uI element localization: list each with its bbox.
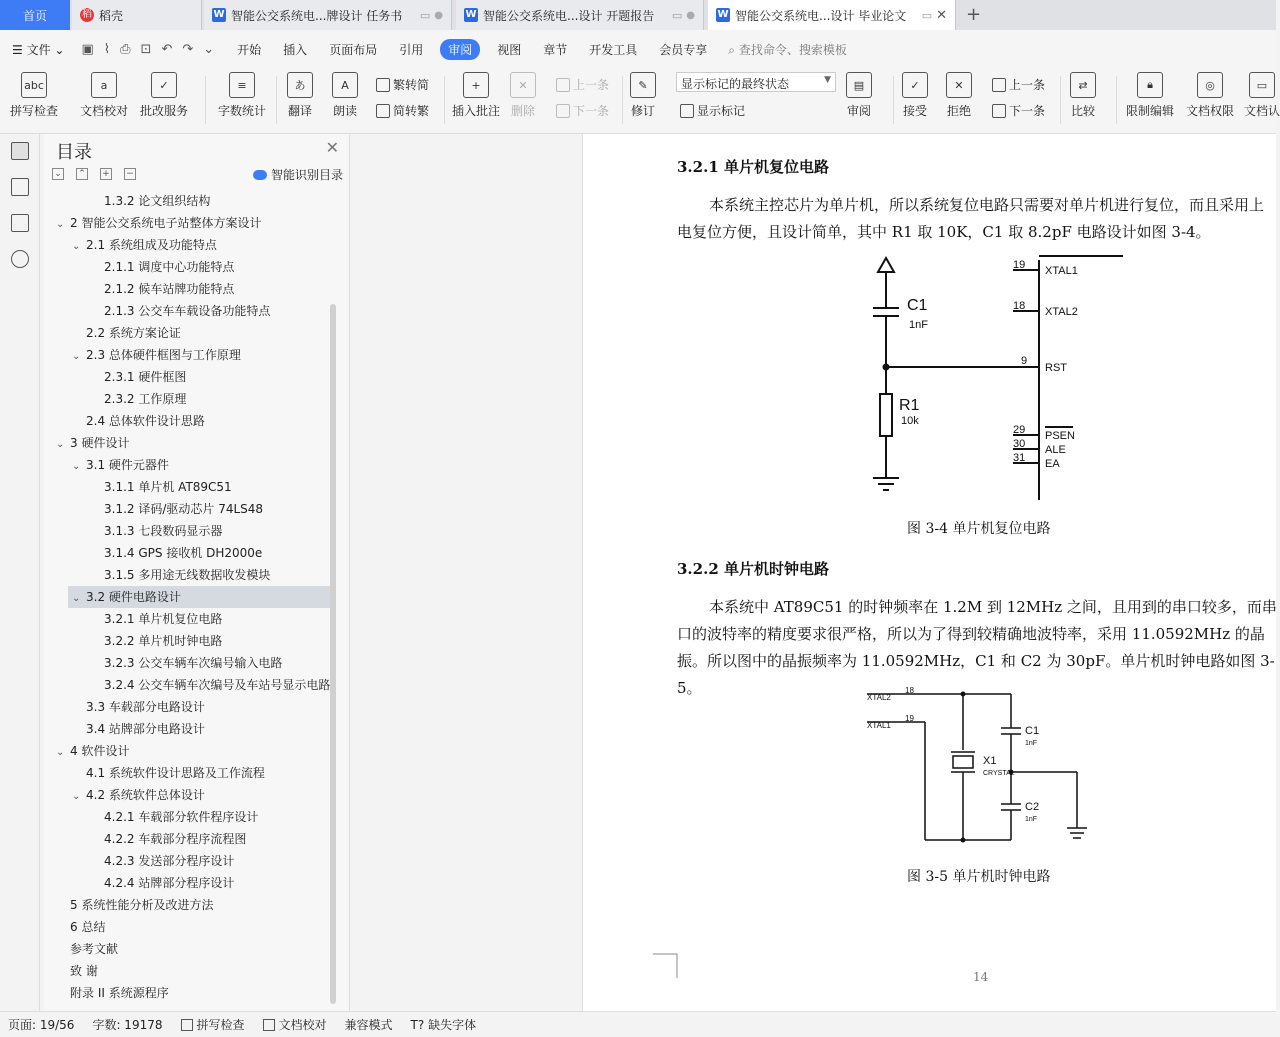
toc-item[interactable] [44,872,334,894]
status-proofread[interactable] [263,1016,327,1033]
tab-dot-icon: ● [434,9,443,21]
markup-state-select[interactable] [676,72,836,92]
menu-layout[interactable]: 页面布局 [329,42,378,57]
toc-item-label: 附录 II 系统源程序 [70,986,169,1000]
word-doc-icon: W [465,9,477,20]
chevron-down-icon[interactable]: ⌄ [72,461,81,472]
toc-controls [52,168,136,180]
toc-item[interactable] [44,696,334,718]
menu-devtools[interactable]: 开发工具 [589,42,638,57]
review-pane-icon: ▤ [846,72,872,98]
toc-item-label: 1.3.2 论文组织结构 [104,194,211,208]
status-spell-label: 拼写检查 [196,1018,245,1032]
toc-item[interactable] [44,960,334,982]
reject-icon: ✕ [946,72,972,98]
daoke-icon: 稻 [82,9,92,20]
tab-home[interactable] [0,0,70,30]
spell-check-button[interactable] [10,72,58,119]
toc-item[interactable] [68,586,334,608]
pin18-label: 18 [1013,300,1026,312]
toc-item[interactable] [44,564,334,586]
toc-item[interactable] [44,498,334,520]
delete-comment-label: 删除 [510,104,535,118]
toc-item-label: 3.1.2 译码/驱动芯片 74LS48 [104,502,264,516]
toc-item-label: 4.2.3 发送部分程序设计 [104,854,235,868]
permission-icon: ◎ [1197,72,1223,98]
tab-home-label: 首页 [22,8,47,23]
toc-item[interactable] [44,542,334,564]
pin29-label: 29 [1013,424,1026,436]
compare-label: 比较 [1070,104,1095,118]
tab-proposal-doc[interactable] [456,0,704,30]
chevron-down-icon[interactable]: ⌄ [56,747,65,758]
next-comment-button[interactable] [556,102,609,119]
question-icon: T? [410,1017,425,1032]
next-comment-label: 下一条 [573,104,610,118]
delete-comment-icon: ✕ [510,72,536,98]
c2-label: C2 [1025,801,1040,813]
toc-item[interactable] [44,300,334,322]
psen-label: PSEN [1045,430,1075,442]
toc-item-label: 致 谢 [70,964,98,978]
next-change-label: 下一条 [1009,104,1046,118]
toc-item[interactable] [44,982,334,1004]
prev-change-button[interactable] [992,76,1045,93]
status-bar [0,1011,1276,1037]
xtal2-label: XTAL2 [867,693,891,702]
doc-auth-button[interactable] [1244,72,1280,119]
divider [276,76,277,124]
tab-screen-icon[interactable]: ▭ [921,8,933,22]
delete-comment-button[interactable] [510,72,536,119]
toc-item-label: 3.2.2 单片机时钟电路 [104,634,223,648]
toc-item[interactable] [44,322,334,344]
simp-to-trad-icon [376,104,390,118]
toc-item[interactable] [44,762,334,784]
toc-item[interactable] [44,410,334,432]
batch-service-label: 批改服务 [140,104,189,118]
tab-screen-icon[interactable]: ▭ [671,8,683,22]
toc-item[interactable] [44,388,334,410]
translate-label: 翻译 [287,104,312,118]
heading-reset-circuit: 3.2.1 单片机复位电路 [677,158,829,176]
review-pane-button[interactable] [846,72,872,119]
prev-change-label: 上一条 [1009,78,1046,92]
undo-icon[interactable]: ↶ [161,41,173,57]
toc-item-label: 3.3 车载部分电路设计 [86,700,205,714]
chevron-down-icon[interactable]: ⌄ [72,351,81,362]
prev-change-icon [992,78,1006,92]
paragraph-clock: 本系统中 AT89C51 的时钟频率在 1.2M 到 12MHz 之间，且用到的串口较多，而串口的波特率的精度要求很严格，所以为了得到较精确地波特率，采用 11.0592MHz 的晶振。所以图中的晶振频率为 11.0592MHz，C1 和 C2 为 30pF。单片机时钟电路如图 3-5。 [677,598,1277,697]
redo-icon[interactable]: ↷ [182,41,194,57]
toc-item[interactable] [44,916,334,938]
menu-start[interactable]: 开始 [237,42,262,57]
toc-item[interactable] [44,278,334,300]
toc-item-label: 3 硬件设计 [70,436,130,450]
show-marks-label: 显示标记 [697,104,746,118]
xtal2-label: XTAL2 [1045,306,1078,318]
pin9-label: 9 [1021,355,1028,367]
menu-view[interactable]: 视图 [497,42,522,57]
r1-label: R1 [899,397,920,414]
toc-item-label: 2.1.1 调度中心功能特点 [104,260,235,274]
chevron-down-icon[interactable]: ⌄ [72,791,81,802]
toc-item[interactable] [44,806,334,828]
smart-toc-icon [253,170,267,180]
pin18-label: 18 [905,686,914,695]
tab-dot-icon: ● [686,9,695,21]
proofread-button[interactable] [80,72,128,119]
file-menu-label: 文件 [26,42,51,57]
doc-permission-label: 文档权限 [1186,104,1235,118]
pin31-label: 31 [1013,452,1026,464]
reject-button[interactable] [946,72,972,119]
divider [622,76,623,124]
divider [205,76,206,124]
tab-proposal-label: 智能公交系统电...设计 开题报告 [483,8,655,23]
status-proof-label: 文档校对 [278,1018,327,1032]
next-change-button[interactable] [992,102,1045,119]
doc-auth-label: 文档认 [1244,104,1280,118]
toc-item[interactable] [44,652,334,674]
c1-value: 1nF [1025,740,1038,747]
x1-label: X1 [983,755,997,767]
show-marks-icon [680,104,694,118]
toc-item-label: 4.1 系统软件设计思路及工作流程 [86,766,265,780]
prev-comment-button[interactable] [556,76,609,93]
batch-service-button[interactable] [140,72,188,119]
add-level-icon[interactable]: + [100,168,112,180]
clock-circuit-figure [863,682,1093,852]
insert-comment-icon: + [463,72,489,98]
tab-screen-icon[interactable]: ▭ [419,8,431,22]
toc-item-label: 参考文献 [70,942,119,956]
menu-reference[interactable]: 引用 [399,42,424,57]
missing-fonts-label: 缺失字体 [428,1018,477,1032]
read-aloud-icon: A [332,72,358,98]
smart-toc-label: 智能识别目录 [270,168,343,182]
figure-caption-3-4: 图 3-4 单片机复位电路 [907,521,1051,537]
toc-item[interactable] [44,432,334,454]
toc-item[interactable] [44,520,334,542]
toc-item[interactable] [44,894,334,916]
print-preview-icon[interactable]: ⊡ [140,41,152,57]
toc-item-label: 3.1.5 多用途无线数据收发模块 [104,568,271,582]
toc-item[interactable] [44,608,334,630]
toc-item[interactable] [44,740,334,762]
tab-task-doc[interactable] [204,0,452,30]
toc-item-label: 2.4 总体软件设计思路 [86,414,205,428]
xtal1-label: XTAL1 [1045,265,1078,277]
toc-item-label: 2.2 系统方案论证 [86,326,181,340]
toc-item-label: 4.2 系统软件总体设计 [86,788,205,802]
restrict-edit-label: 限制编辑 [1126,104,1175,118]
read-aloud-label: 朗读 [332,104,357,118]
insert-comment-label: 插入批注 [452,104,501,118]
toc-item-label: 4.2.4 站牌部分程序设计 [104,876,235,890]
toc-item-label: 2.1.3 公交车车载设备功能特点 [104,304,271,318]
toc-item-label: 4.2.1 车载部分软件程序设计 [104,810,259,824]
accept-button[interactable] [902,72,928,119]
prev-comment-icon [556,78,570,92]
chevron-down-icon: ▼ [824,75,831,85]
track-changes-icon: ✎ [630,72,656,98]
toc-item-label: 2.3.2 工作原理 [104,392,187,406]
tab-daoke-label: 稻壳 [99,8,124,23]
toc-item-label: 3.1 硬件元器件 [86,458,169,472]
trad-to-simp-icon [376,78,390,92]
proofread-label: 文档校对 [80,104,129,118]
toc-item[interactable] [44,190,334,212]
accept-label: 接受 [902,104,927,118]
ale-label: ALE [1045,444,1066,456]
remove-level-icon[interactable]: − [124,168,136,180]
toc-item-label: 2.1.2 候车站牌功能特点 [104,282,235,296]
trad-to-simp-label: 繁转简 [393,78,430,92]
tab-bar [0,0,1276,30]
menu-bar [0,30,1276,68]
reset-circuit-figure [843,252,1123,507]
command-search-label: 查找命令、搜索模板 [738,42,847,57]
insert-comment-button[interactable] [452,72,500,119]
toc-item[interactable] [44,674,334,696]
status-spell-check[interactable] [181,1016,245,1033]
toc-item-label: 3.2.1 单片机复位电路 [104,612,223,626]
document-margin [354,134,582,1011]
compare-icon: ⇄ [1070,72,1096,98]
save-icon[interactable]: ▣ [81,41,94,57]
more-icon[interactable]: ⌄ [203,41,215,57]
xtal1-label: XTAL1 [867,721,891,730]
toc-item-label: 4.2.2 车载部分程序流程图 [104,832,247,846]
toc-item-label: 3.4 站牌部分电路设计 [86,722,205,736]
spell-check-label: 拼写检查 [10,104,59,118]
toc-item-label: 2.3 总体硬件框图与工作原理 [86,348,241,362]
pin30-label: 30 [1013,438,1026,450]
toc-item-label: 3.2 硬件电路设计 [86,590,181,604]
read-aloud-button[interactable] [332,72,358,119]
toc-title: 目录 [56,142,92,163]
word-count-button[interactable] [218,72,266,119]
toc-item[interactable] [44,718,334,740]
toc-item[interactable] [44,344,334,366]
heading-clock-circuit: 3.2.2 单片机时钟电路 [677,560,829,578]
divider [444,76,445,124]
chevron-down-icon[interactable]: ⌄ [72,593,81,604]
menu-review[interactable]: 审阅 [440,39,480,60]
toc-item[interactable] [44,850,334,872]
toc-item[interactable] [44,256,334,278]
word-count-label: 字数统计 [218,104,267,118]
divider [893,76,894,124]
pin19-label: 19 [905,714,914,723]
tab-thesis-doc[interactable] [708,0,956,30]
toc-item[interactable] [44,828,334,850]
word-count-icon: ≡ [229,72,255,98]
toc-item-label: 2.1 系统组成及功能特点 [86,238,217,252]
quick-access [81,42,214,57]
chevron-down-icon[interactable]: ⌄ [56,439,65,450]
junction-dot [883,364,890,371]
restrict-edit-button[interactable] [1126,72,1174,119]
toc-item[interactable] [44,212,334,234]
junction-dot [961,692,966,697]
show-marks-button[interactable] [680,102,745,119]
menu-section[interactable]: 章节 [543,42,568,57]
tab-thesis-label: 智能公交系统电...设计 毕业论文 [735,8,907,23]
toc-item-label: 3.1.4 GPS 接收机 DH2000e [104,546,263,560]
toc-item[interactable] [44,234,334,256]
file-menu[interactable]: ☰ 文件 ⌄ [12,42,65,57]
toc-panel-icon[interactable] [11,142,29,160]
pin19-label: 19 [1013,259,1026,271]
prev-comment-label: 上一条 [573,78,610,92]
checkbox-icon [181,1019,193,1031]
toc-item-label: 2 智能公交系统电子站整体方案设计 [70,216,262,230]
compare-button[interactable] [1070,72,1096,119]
format-painter-icon[interactable]: ⌇ [103,41,111,57]
reject-label: 拒绝 [946,104,971,118]
navigation-icon[interactable] [11,178,29,196]
toc-item[interactable] [44,784,334,806]
doc-permission-button[interactable] [1186,72,1234,119]
toc-item-label: 3.2.4 公交车辆车次编号及车站号显示电路 [104,678,331,692]
rst-label: RST [1045,362,1067,374]
r1-value: 10k [901,415,919,427]
toc-item-label: 5 系统性能分析及改进方法 [70,898,214,912]
markup-state-value: 显示标记的最终状态 [681,77,790,91]
bookmark-icon[interactable] [11,214,29,232]
x1-value: CRYSTAL [983,770,1015,777]
toc-list [44,190,334,1004]
toc-item-label: 4 软件设计 [70,744,130,758]
toc-scrollbar[interactable] [330,304,336,1004]
word-doc-icon: W [717,9,729,20]
divider [1060,76,1061,124]
page-indicator[interactable]: 页面: 19/56 [8,1018,75,1032]
toc-item[interactable] [44,630,334,652]
track-changes-label: 修订 [630,104,655,118]
chevron-down-icon[interactable]: ⌄ [72,241,81,252]
side-strip [0,134,40,1011]
collapse-all-icon[interactable]: ⌄ [52,168,64,180]
figure-caption-3-5: 图 3-5 单片机时钟电路 [907,869,1051,885]
menu-insert[interactable]: 插入 [283,42,308,57]
compat-mode: 兼容模式 [344,1018,393,1032]
translate-icon: あ [287,72,313,98]
accept-icon: ✓ [902,72,928,98]
next-change-icon [992,104,1006,118]
toc-item[interactable] [44,366,334,388]
toc-item-label: 3.1.1 单片机 AT89C51 [104,480,232,494]
track-changes-button[interactable] [630,72,656,119]
chevron-down-icon[interactable]: ⌄ [56,219,65,230]
simp-to-trad-label: 简转繁 [393,104,430,118]
print-icon[interactable]: ⎙ [120,41,131,57]
toc-item[interactable] [44,938,334,960]
toc-item[interactable] [44,476,334,498]
c1-value: 1nF [909,319,928,331]
paragraph-reset: 本系统主控芯片为单片机，所以系统复位电路只需要对单片机进行复位，而且采用上电复位方便，且设计简单，其中 R1 取 10K，C1 取 8.2pF 电路设计如图 3-4。 [677,196,1265,241]
smart-toc-button[interactable] [253,166,343,183]
trad-to-simp-button[interactable] [376,76,429,93]
proofread-icon [263,1019,275,1031]
tab-task-label: 智能公交系统电...牌设计 任务书 [231,8,403,23]
page-corner-mark [653,952,679,978]
translate-button[interactable] [287,72,313,119]
divider [1116,76,1117,124]
junction-dot [961,838,966,843]
review-ribbon [0,68,1280,134]
ea-label: EA [1045,458,1060,470]
search-icon[interactable] [11,250,29,268]
tab-daoke[interactable] [72,0,202,30]
toc-item-label: 3.2.3 公交车辆车次编号输入电路 [104,656,283,670]
c2-value: 1nF [1025,816,1038,823]
new-tab-icon[interactable]: + [966,4,982,25]
close-icon[interactable]: ✕ [325,138,339,157]
simp-to-trad-button[interactable] [376,102,429,119]
proofread-icon: a [91,72,117,98]
toc-item-label: 2.3.1 硬件框图 [104,370,187,384]
next-comment-icon [556,104,570,118]
word-count-indicator[interactable]: 字数: 19178 [92,1018,163,1032]
review-pane-label: 审阅 [846,104,871,118]
toc-item-label: 3.1.3 七段数码显示器 [104,524,223,538]
word-doc-icon: W [213,9,225,20]
page-number: 14 [973,970,989,984]
spell-check-icon: abc [21,72,47,98]
menu-member[interactable]: 会员专享 [659,42,708,57]
lock-icon: 🔒︎ [1137,72,1163,98]
c1-label: C1 [1025,725,1040,737]
document-page[interactable] [582,134,1276,1011]
toc-item[interactable] [44,454,334,476]
batch-service-icon: ✓ [151,72,177,98]
command-search[interactable] [728,41,847,58]
close-icon[interactable]: ✕ [936,7,947,23]
expand-up-icon[interactable]: ⌃ [76,168,88,180]
toc-item-label: 6 总结 [70,920,106,934]
toc-panel [44,134,350,1011]
search-icon: ⌕ [728,42,736,57]
c1-label: C1 [907,297,928,314]
missing-fonts[interactable] [411,1016,477,1033]
doc-auth-icon: ▭ [1249,72,1275,98]
